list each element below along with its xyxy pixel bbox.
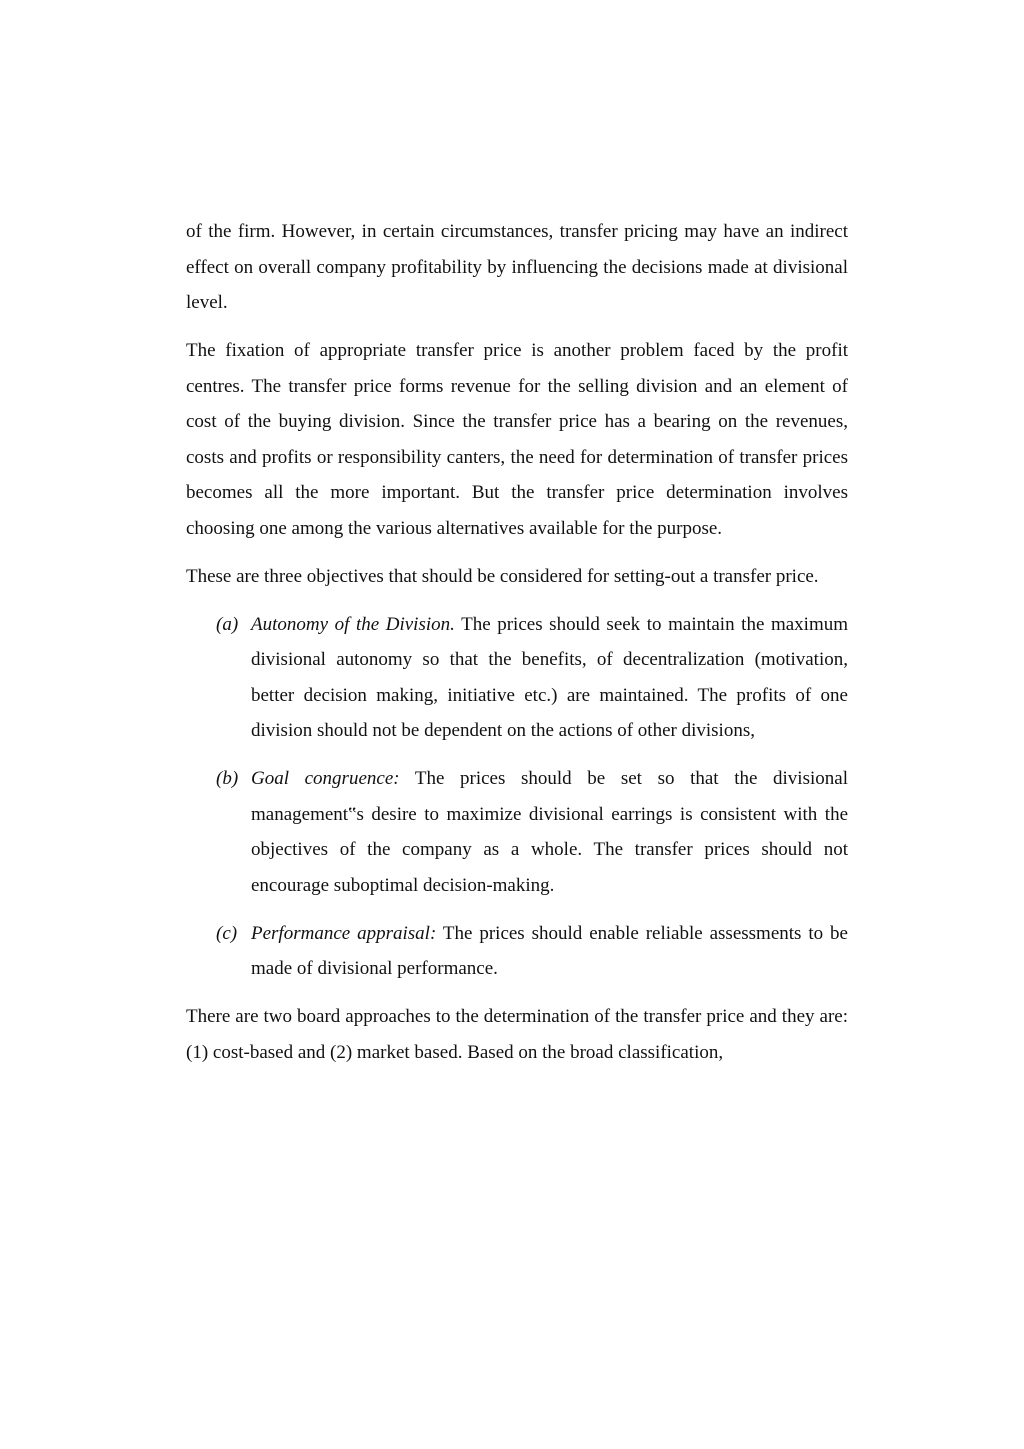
objective-item-goal-congruence bbox=[186, 761, 848, 903]
objective-item-performance-appraisal bbox=[186, 916, 848, 987]
objective-marker: (a) bbox=[216, 613, 239, 635]
document-page bbox=[186, 214, 848, 1083]
objective-marker: (b) bbox=[216, 768, 239, 789]
paragraph-firm-profitability: of the firm. However, in certain circumstances, transfer pricing may have an indirect effect on overall company profitability by influencing the decisions made at divisional level. bbox=[186, 221, 848, 313]
objective-text: The prices should seek to maintain the maximum divisional autonomy so that the benefits, of decentralization (motivation, better decision making, initiative etc.) are maintained. The profits of one division should not be dependent on the actions of other divisions, bbox=[251, 613, 848, 741]
objective-text: The prices should be set so that the divisional management‟s desire to maximize divisional earrings is consistent with the objectives of the company as a whole. The transfer prices should not encourage suboptimal decision-making. bbox=[251, 768, 848, 896]
objective-text: The prices should enable reliable assessments to be made of divisional performance. bbox=[251, 922, 848, 979]
paragraph-objectives-intro: These are three objectives that should be considered for setting-out a transfer price. bbox=[186, 565, 819, 587]
paragraph-transfer-price-fixation: The fixation of appropriate transfer price is another problem faced by the profit centres. The transfer price forms revenue for the selling division and an element of cost of the buying division. Since the transfer price has a bearing on the revenues, costs and profits or responsibility canters, the need for determination of transfer prices becomes all the more important. But the transfer price determination involves choosing one among the various alternatives available for the purpose. bbox=[186, 340, 848, 539]
objective-term: Performance appraisal: bbox=[251, 922, 437, 944]
objective-term: Autonomy of the Division. bbox=[251, 613, 455, 635]
objective-item-autonomy bbox=[186, 607, 848, 749]
objective-term: Goal congruence: bbox=[251, 768, 400, 789]
objective-marker: (c) bbox=[216, 922, 238, 944]
paragraph-approaches: There are two board approaches to the determination of the transfer price and they are: (1) cost-based and (2) market based. Based on the broad classification, bbox=[186, 1006, 848, 1063]
